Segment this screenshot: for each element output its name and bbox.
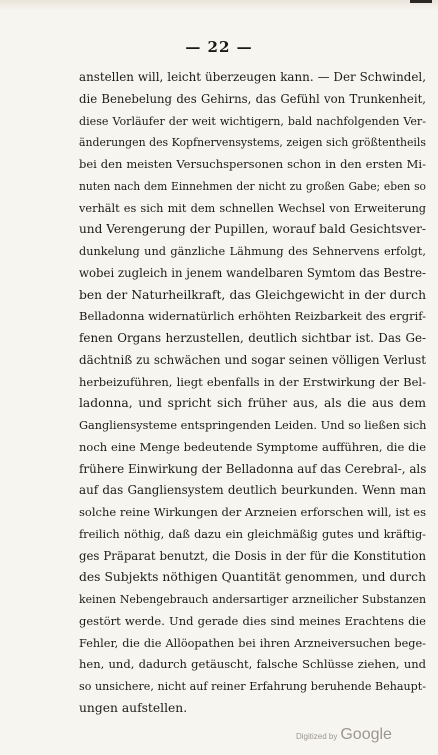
body-text <box>79 67 426 720</box>
text-line: frühere Einwirkung der Belladonna auf das Cerebral-, als <box>79 461 426 476</box>
text-line: freilich nöthig, daß dazu ein gleichmäßig gutes und kräftig- <box>79 527 426 541</box>
text-line: ben der Naturheilkraft, das Gleichgewicht in der durch <box>79 287 426 302</box>
text-line: fenen Organs herzustellen, deutlich sichtbar ist. Das Ge- <box>79 331 426 345</box>
text-line: die Benebelung des Gehirns, das Gefühl von Trunkenheit, <box>79 91 426 106</box>
text-line: Fehler, die die Allöopathen bei ihren Arzneiversuchen bege- <box>79 636 426 650</box>
text-line: gestört werde. Und gerade dies sind meines Erachtens die <box>79 613 426 628</box>
text-line: wobei zugleich in jenem wandelbaren Symtom das Bestre- <box>79 265 426 280</box>
page-top-edge <box>0 0 438 10</box>
text-line: Gangliensysteme entspringenden Leiden. Und so ließen sich <box>79 419 426 432</box>
text-line: verhält es sich mit dem schnellen Wechsel von Erweiterung <box>79 201 426 215</box>
text-line: diese Vorläufer der weit wichtigern, bald nachfolgenden Ver- <box>79 114 426 128</box>
text-line: hen, und, dadurch getäuscht, falsche Schlüsse ziehen, und <box>79 657 426 672</box>
text-line: änderungen des Kopfnervensystems, zeigen sich größtentheils <box>79 136 426 150</box>
text-line: herbeizuführen, liegt ebenfalls in der Erstwirkung der Bel- <box>79 374 426 389</box>
text-line: dächtniß zu schwächen und sogar seinen völligen Verlust <box>79 352 426 367</box>
text-line: Belladonna widernatürlich erhöhten Reizbarkeit des ergrif- <box>79 309 426 324</box>
text-line: anstellen will, leicht überzeugen kann. — Der Schwindel, <box>79 70 426 84</box>
text-line: auf das Gangliensystem deutlich beurkunden. Wenn man <box>79 483 426 498</box>
text-line: keinen Nebengebrauch andersartiger arzneilicher Substanzen <box>79 593 426 606</box>
text-line: solche reine Wirkungen der Arzneien erforschen will, ist es <box>79 505 426 519</box>
text-line: ladonna, und spricht sich früher aus, als die aus dem <box>79 396 426 411</box>
text-line: ges Präparat benutzt, die Dosis in der für die Konstitution <box>79 548 426 563</box>
text-line: dunkelung und gänzliche Lähmung des Sehnervens erfolgt, <box>79 245 426 258</box>
text-line: nuten nach dem Einnehmen der nicht zu großen Gabe; eben so <box>79 179 426 193</box>
text-line: und Verengerung der Pupillen, worauf bald Gesichtsver- <box>79 222 426 237</box>
watermark-prefix: Digitized by <box>296 732 338 741</box>
watermark-brand: Google <box>340 726 392 743</box>
text-line: noch eine Menge bedeutende Symptome aufführen, die die <box>79 439 426 454</box>
text-line: so unsichere, nicht auf reiner Erfahrung beruhende Behaupt- <box>79 680 426 693</box>
top-edge-mark <box>410 0 432 3</box>
page-number: — 22 — <box>185 38 253 56</box>
text-line: des Subjekts nöthigen Quantität genommen, und durch <box>79 570 426 585</box>
digitization-watermark <box>296 724 392 744</box>
text-line: ungen aufstellen. <box>79 700 188 715</box>
text-line: bei den meisten Versuchspersonen schon in den ersten Mi- <box>79 157 426 171</box>
